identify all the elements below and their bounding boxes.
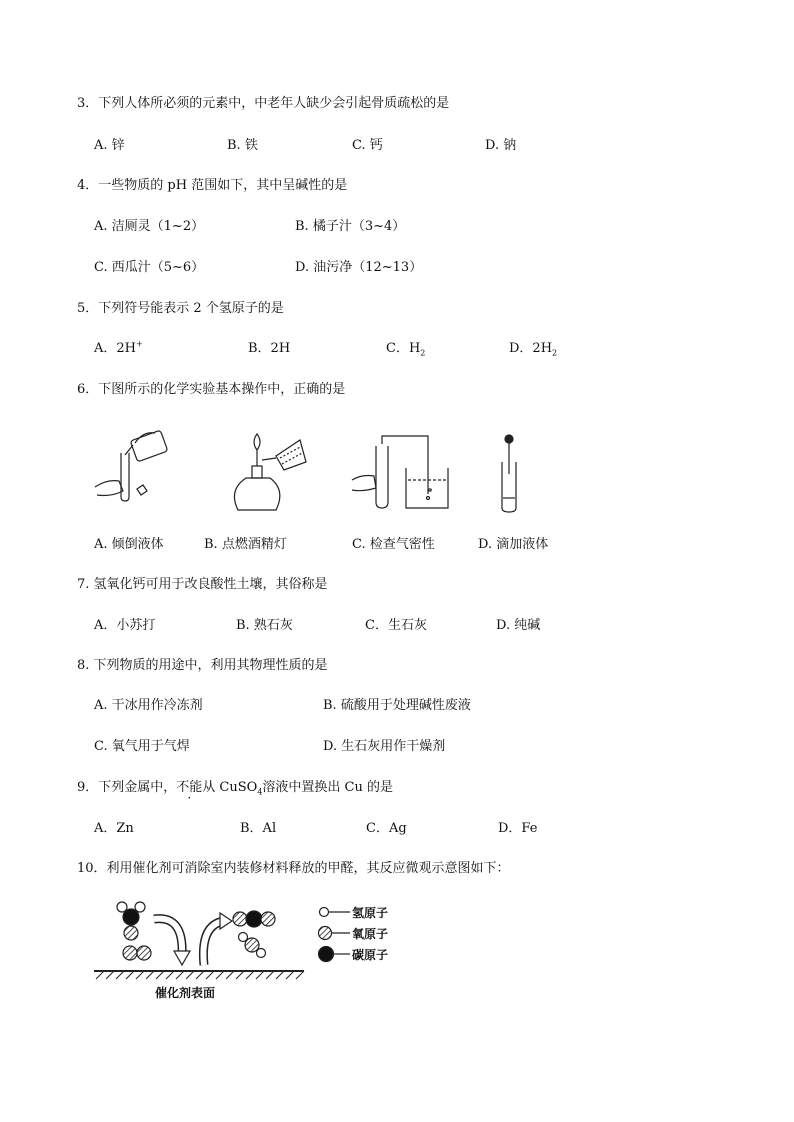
q3-option-d: D. 钠 (485, 138, 517, 153)
figure-alcohol-lamp (218, 430, 313, 515)
q3-option-a: A. 锌 (94, 138, 125, 153)
oxygen-atom-icon (319, 927, 332, 940)
q9-option-c: C．Ag (366, 821, 407, 836)
question-8-stem: 8. 下列物质的用途中，利用其物理性质的是 (77, 658, 328, 673)
legend-hydrogen: 氢原子 (352, 906, 389, 920)
q7-option-c: C．生石灰 (365, 618, 427, 633)
q5-option-a: A．2H+ (94, 339, 143, 356)
q4-option-b: B. 橘子汁（3~4） (295, 219, 406, 234)
q8-option-c: C. 氧气用于气焊 (94, 739, 190, 754)
q4-option-d: D. 油污净（12~13） (295, 260, 423, 275)
emphasis-not: 不能 (176, 780, 203, 795)
legend-symbols (318, 903, 354, 963)
q8-option-d: D. 生石灰用作干燥剂 (323, 739, 446, 754)
question-7-stem: 7. 氢氧化钙可用于改良酸性土壤，其俗称是 (77, 577, 328, 592)
legend-carbon: 碳原子 (352, 948, 389, 962)
q9-option-b: B．Al (240, 821, 277, 836)
figure-dropping-liquid (494, 432, 524, 514)
q6-option-d: D. 滴加液体 (478, 537, 549, 552)
q6-option-b: B. 点燃酒精灯 (204, 537, 287, 552)
q9-option-d: D．Fe (498, 821, 538, 836)
q8-option-b: B. 硫酸用于处理碱性废液 (323, 698, 471, 713)
figure-airtightness-check (350, 432, 450, 514)
q3-option-c: C. 钙 (352, 138, 383, 153)
q5-option-b: B．2H (248, 341, 291, 356)
q8-option-a: A. 干冰用作冷冻剂 (94, 698, 203, 713)
question-3-stem: 3．下列人体所必须的元素中，中老年人缺少会引起骨质疏松的是 (77, 96, 450, 111)
question-4-stem: 4．一些物质的 pH 范围如下，其中呈碱性的是 (77, 178, 348, 193)
q4-option-c: C. 西瓜汁（5~6） (94, 260, 205, 275)
figure-catalyst-reaction (92, 895, 307, 980)
q5-option-c: C．$H_2$ (386, 341, 426, 358)
q6-option-a: A. 倾倒液体 (94, 537, 164, 552)
q7-option-b: B. 熟石灰 (236, 618, 293, 633)
question-5-stem: 5．下列符号能表示 2 个氢原子的是 (77, 301, 284, 316)
hydrogen-atom-icon (320, 908, 329, 917)
legend-oxygen: 氧原子 (352, 927, 389, 941)
q9-option-a: A．Zn (94, 821, 134, 836)
figure-pouring-liquid (93, 425, 178, 505)
q4-option-a: A. 洁厕灵（1~2） (94, 219, 205, 234)
surface-label: 催化剂表面 (155, 986, 216, 1000)
q7-option-d: D. 纯碱 (496, 618, 541, 633)
question-9-stem: 9．下列金属中，不能从 CuSO$_4$溶液中置换出 Cu 的是 (77, 780, 393, 797)
question-6-stem: 6．下图所示的化学实验基本操作中，正确的是 (77, 382, 346, 397)
question-10-stem: 10．利用催化剂可消除室内装修材料释放的甲醛，其反应微观示意图如下： (77, 861, 510, 876)
q3-option-b: B. 铁 (227, 138, 258, 153)
q6-option-c: C. 检查气密性 (352, 537, 435, 552)
carbon-atom-icon (319, 947, 334, 962)
q5-option-d: D．$2H_2$ (509, 341, 558, 358)
q7-option-a: A．小苏打 (94, 618, 156, 633)
